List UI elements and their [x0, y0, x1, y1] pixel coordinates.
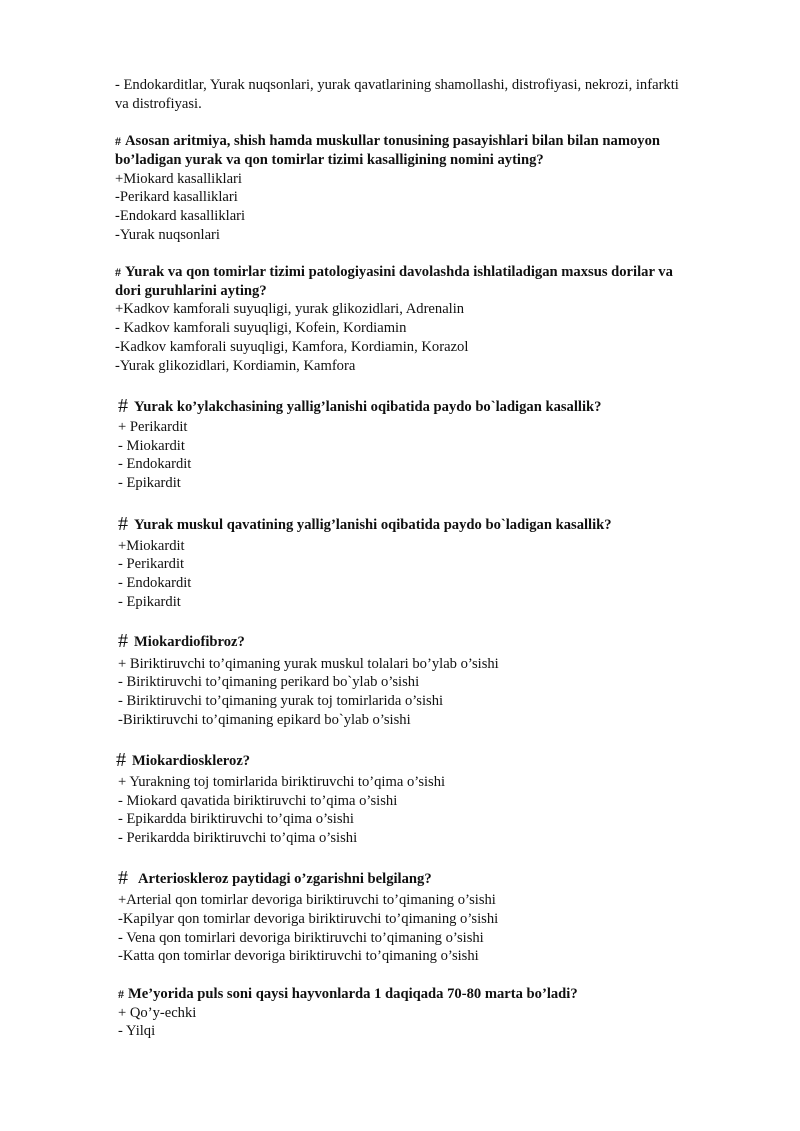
answer-option: - Endokardit [118, 575, 192, 591]
hash-marker: # [115, 134, 121, 148]
answer-option: - Perikardda biriktiruvchi to’qima o’sishi [118, 830, 358, 846]
answer-option: - Epikardda biriktiruvchi to’qima o’sishi [118, 811, 354, 827]
question-title: # Arterioskleroz paytidagi o’zgarishni belgilang? [118, 867, 432, 889]
hash-marker: # [116, 749, 126, 771]
answer-option: - Yilqi [118, 1023, 156, 1039]
answer-option: - Vena qon tomirlari devoriga biriktiruvchi to’qimaning o’sishi [118, 930, 484, 946]
intro-line: va distrofiyasi. [115, 96, 202, 112]
answer-option: - Kadkov kamforali suyuqligi, Kofein, Kordiamin [115, 320, 407, 336]
answer-option: +Arterial qon tomirlar devoriga biriktiruvchi to’qimaning o’sishi [118, 892, 496, 908]
answer-option: -Endokard kasalliklari [115, 208, 246, 224]
hash-marker: # [118, 513, 128, 535]
hash-marker: # [118, 987, 124, 1001]
answer-option: -Kadkov kamforali suyuqligi, Kamfora, Kordiamin, Korazol [115, 339, 469, 355]
answer-option: - Miokardit [118, 438, 185, 454]
question-title: # Yurak va qon tomirlar tizimi patologiyasini davolashda ishlatiladigan maxsus dorilar va [115, 264, 673, 280]
hash-marker: # [115, 265, 121, 279]
answer-option: - Epikardit [118, 594, 181, 610]
answer-option: -Yurak glikozidlari, Kordiamin, Kamfora [115, 358, 356, 374]
answer-option: -Yurak nuqsonlari [115, 227, 220, 243]
hash-marker: # [118, 630, 128, 652]
question-title: # Me’yorida puls soni qaysi hayvonlarda 1 daqiqada 70-80 marta bo’ladi? [118, 986, 578, 1002]
question-title: # Miokardiofibroz? [118, 630, 245, 652]
answer-option: -Katta qon tomirlar devoriga biriktiruvchi to’qimaning o’sishi [118, 948, 479, 964]
answer-option: + Perikardit [118, 419, 188, 435]
question-title-cont: dori guruhlarini ayting? [115, 283, 267, 299]
question-title-cont: bo’ladigan yurak va qon tomirlar tizimi kasalligining nomini ayting? [115, 152, 544, 168]
hash-marker: # [118, 395, 128, 417]
answer-option: - Biriktiruvchi to’qimaning perikard bo`ylab o’sishi [118, 674, 420, 690]
question-title: # Yurak muskul qavatining yallig’lanishi oqibatida paydo bo`ladigan kasallik? [118, 513, 612, 535]
answer-option: - Endokardit [118, 456, 192, 472]
question-title: # Yurak ko’ylakchasining yallig’lanishi oqibatida paydo bo`ladigan kasallik? [118, 395, 602, 417]
intro-line: - Endokarditlar, Yurak nuqsonlari, yurak qavatlarining shamollashi, distrofiyasi, nekrozi, infarkti [115, 77, 679, 93]
answer-option: - Perikardit [118, 556, 185, 572]
answer-option: -Perikard kasalliklari [115, 189, 238, 205]
hash-marker: # [118, 867, 128, 889]
answer-option: + Biriktiruvchi to’qimaning yurak muskul tolalari bo’ylab o’sishi [118, 656, 499, 672]
answer-option: +Miokardit [118, 538, 185, 554]
question-title: # Miokardioskleroz? [116, 749, 251, 771]
answer-option: + Yurakning toj tomirlarida biriktiruvchi to’qima o’sishi [118, 774, 446, 790]
answer-option: - Epikardit [118, 475, 181, 491]
answer-option: -Biriktiruvchi to’qimaning epikard bo`ylab o’sishi [118, 712, 411, 728]
question-title: # Asosan aritmiya, shish hamda muskullar tonusining pasayishlari bilan bilan namoyon [115, 133, 661, 149]
answer-option: + Qo’y-echki [118, 1005, 197, 1021]
answer-option: - Biriktiruvchi to’qimaning yurak toj tomirlarida o’sishi [118, 693, 444, 709]
answer-option: +Kadkov kamforali suyuqligi, yurak glikozidlari, Adrenalin [115, 301, 465, 317]
answer-option: +Miokard kasalliklari [115, 171, 242, 187]
answer-option: - Miokard qavatida biriktiruvchi to’qima o’sishi [118, 793, 398, 809]
answer-option: -Kapilyar qon tomirlar devoriga biriktiruvchi to’qimaning o’sishi [118, 911, 499, 927]
